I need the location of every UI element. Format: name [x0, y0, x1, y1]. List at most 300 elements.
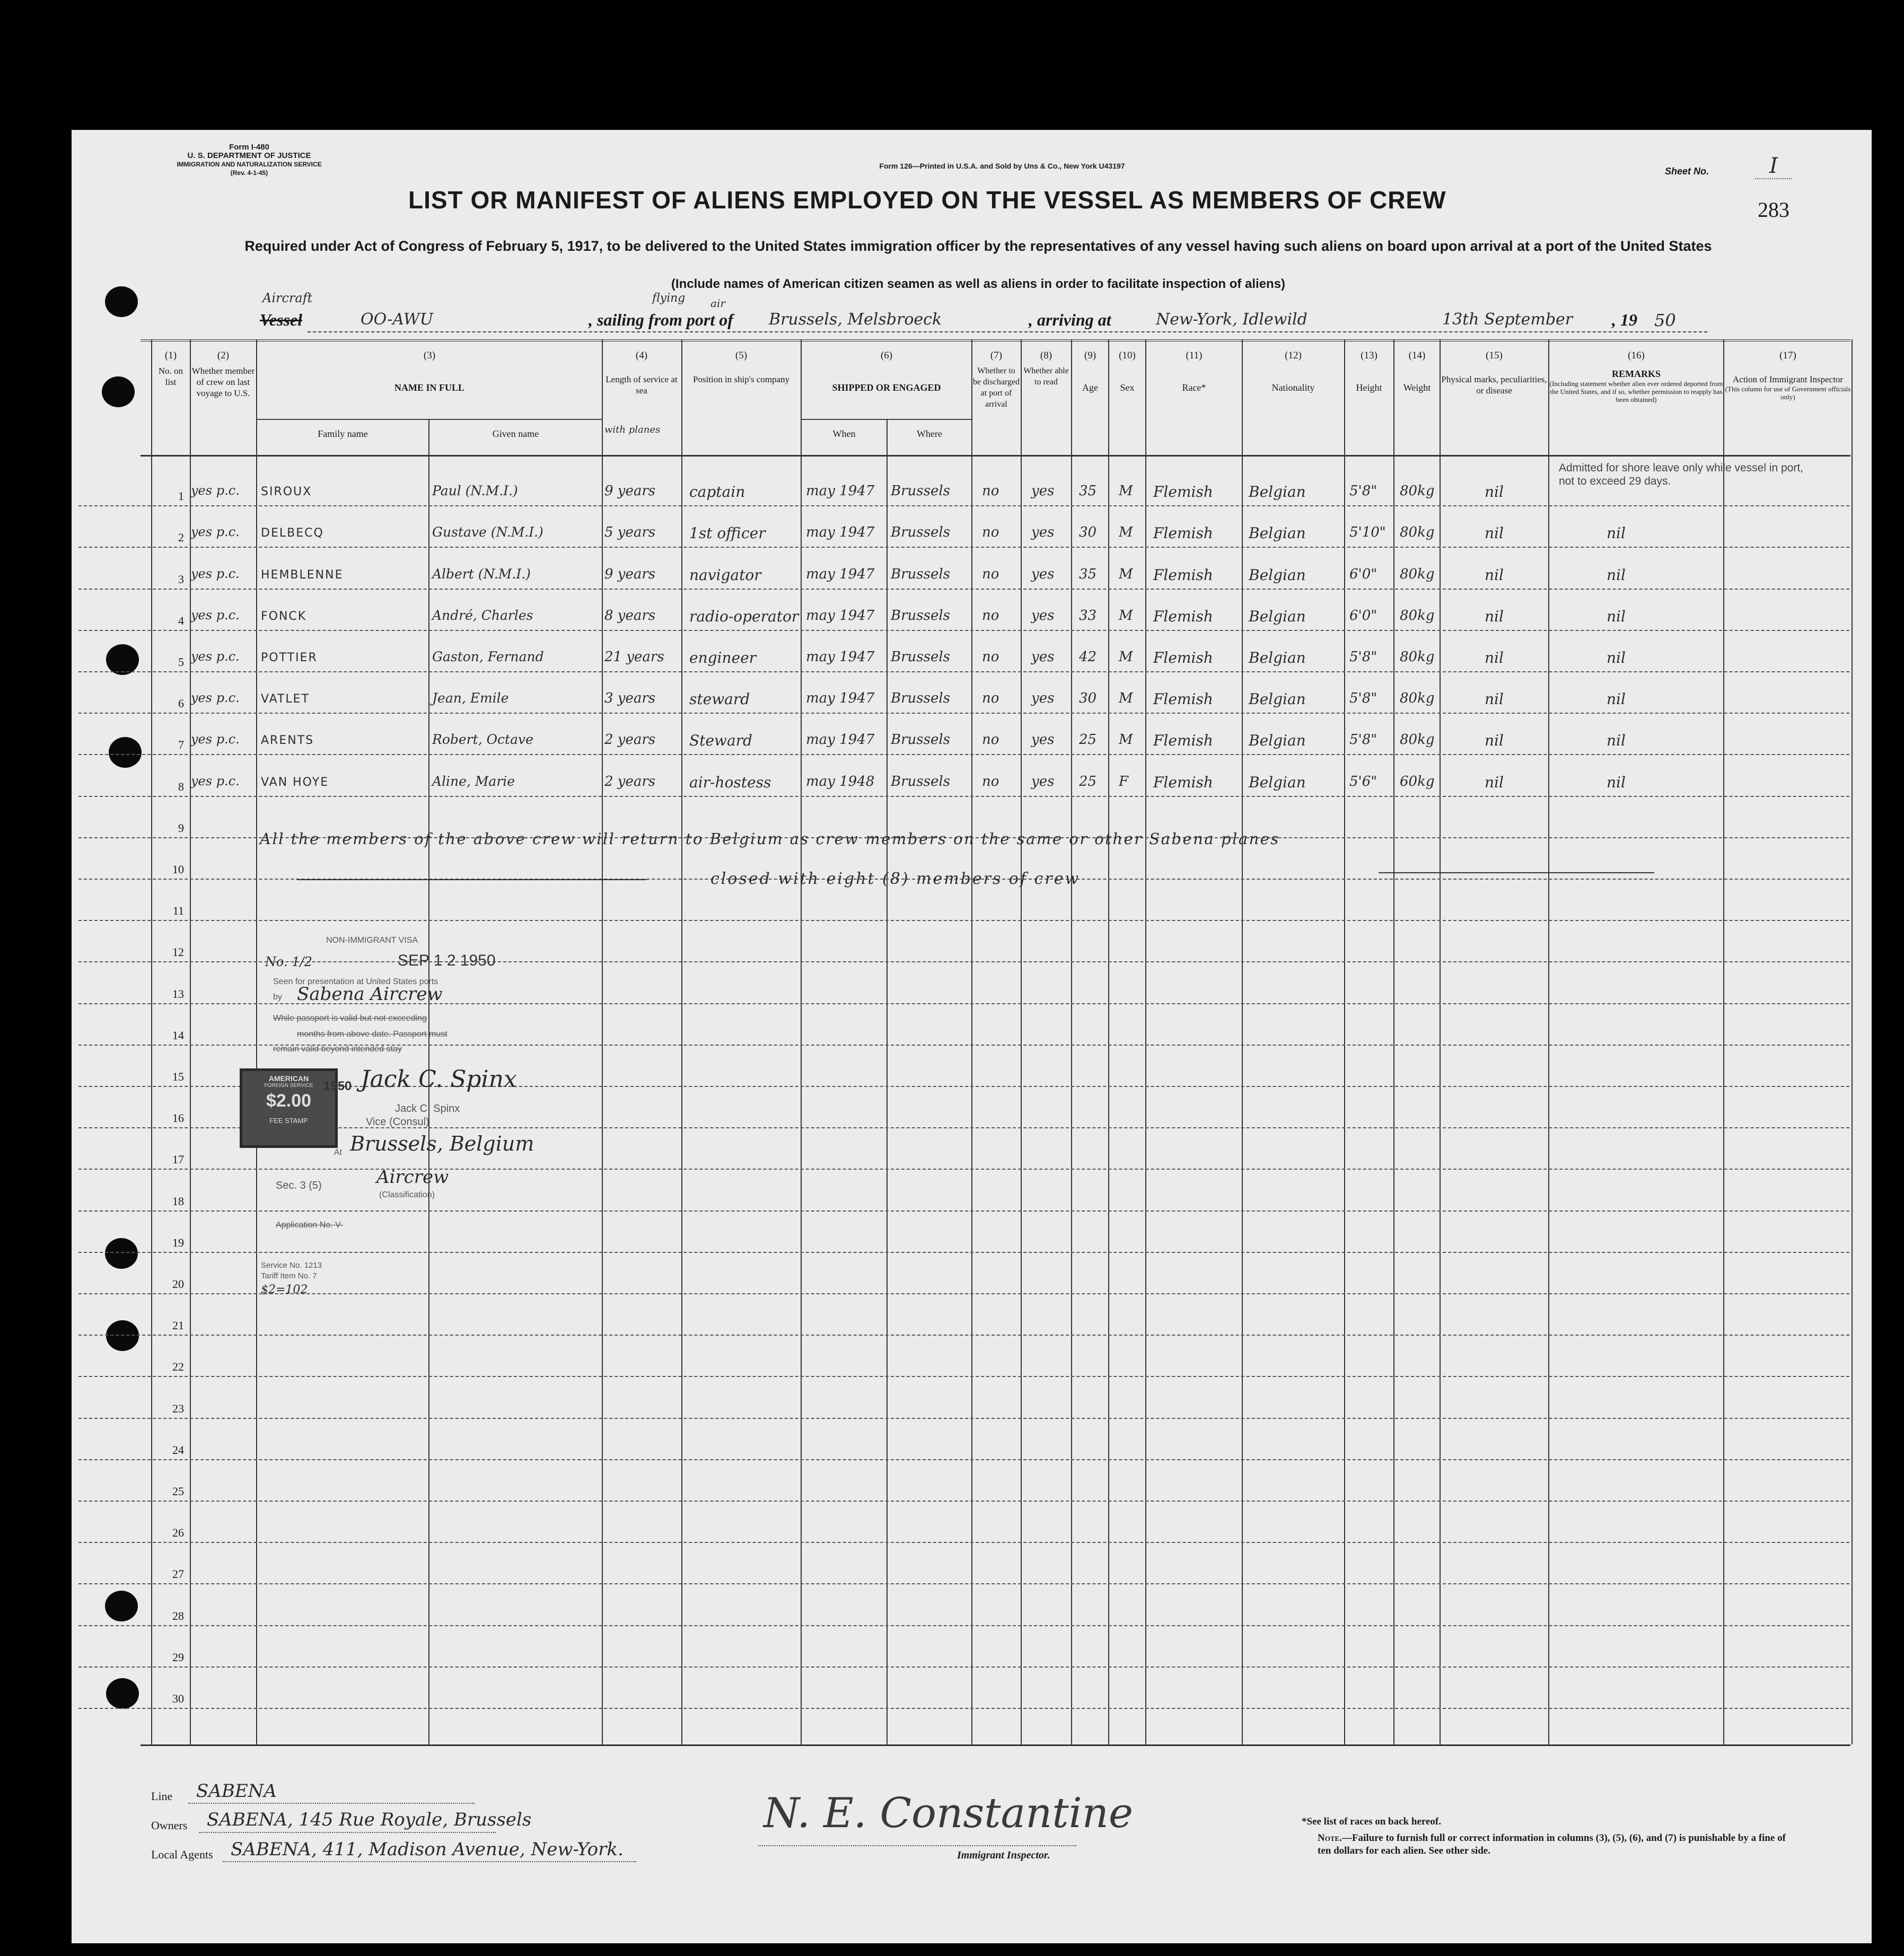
row-rule: [78, 505, 1849, 506]
air-word: air: [710, 297, 725, 310]
row-number: 6: [178, 697, 184, 710]
page-note: (Include names of American citizen seamen as well as aliens in order to facilitate inspection of aliens): [671, 277, 1286, 291]
row-number: 26: [172, 1526, 184, 1539]
column-rule: [1108, 339, 1109, 1744]
crew-remarks: nil: [1607, 774, 1626, 791]
column-rule: [1071, 339, 1072, 1744]
row-rule: [78, 1418, 1849, 1419]
crew-length-of-service: 8 years: [604, 608, 656, 624]
crew-position: Steward: [689, 732, 752, 749]
crew-nationality: Belgian: [1249, 524, 1306, 542]
crew-given-name: Gaston, Fernand: [432, 649, 544, 664]
visa-date: SEP 1 2 1950: [398, 952, 496, 969]
crew-prev-voyage: yes p.c.: [191, 608, 240, 622]
column-rule: [602, 339, 603, 1744]
arrival-date: 13th September: [1442, 310, 1573, 329]
col-header-4: (4) Length of service at sea: [606, 350, 678, 396]
row-number: 2: [178, 531, 184, 544]
crew-shipped-where: Brussels: [891, 524, 951, 540]
binder-hole: [105, 1591, 138, 1621]
row-number: 15: [172, 1070, 184, 1083]
crew-discharged: no: [982, 690, 999, 706]
crew-given-name: Albert (N.M.I.): [432, 566, 531, 582]
crew-race: Flemish: [1153, 524, 1213, 542]
crew-prev-voyage: yes p.c.: [191, 566, 240, 581]
year-prefix: , 19: [1612, 310, 1637, 329]
column-rule: [1021, 339, 1022, 1744]
crew-shipped-when: may 1947: [806, 566, 875, 582]
crew-prev-voyage: yes p.c.: [191, 483, 240, 498]
crew-age: 35: [1079, 483, 1097, 499]
visa-fee: $2=102: [261, 1283, 308, 1296]
col-header-9: (9) Age: [1082, 350, 1098, 393]
crew-sex: M: [1119, 608, 1133, 624]
crew-shipped-where: Brussels: [891, 649, 951, 665]
col-header-5: (5) Position in ship's company: [692, 350, 790, 384]
crew-position: captain: [689, 483, 745, 501]
name-subheader-rule: [257, 419, 602, 420]
crew-family-name: DELBECQ: [261, 527, 324, 540]
crew-discharged: no: [982, 608, 999, 624]
crew-discharged: no: [982, 732, 999, 748]
column-rule: [1393, 339, 1394, 1744]
fee-stamp-line2: FOREIGN SERVICE: [264, 1083, 313, 1089]
row-number: 30: [172, 1692, 184, 1705]
row-number: 29: [172, 1651, 184, 1664]
crew-race: Flemish: [1153, 732, 1213, 749]
visa-number: No. 1/2: [265, 954, 312, 969]
crew-length-of-service: 2 years: [604, 732, 656, 748]
crew-given-name: Paul (N.M.I.): [432, 483, 518, 498]
consul-signature: Jack C. Spinx: [361, 1066, 517, 1093]
row-rule: [78, 1501, 1849, 1502]
row-number: 8: [178, 780, 184, 793]
crew-discharged: no: [982, 483, 999, 499]
crew-physical-marks: nil: [1485, 690, 1504, 708]
sailing-label: , sailing from port of: [589, 310, 733, 329]
crew-sex: F: [1119, 774, 1129, 790]
page-title: LIST OR MANIFEST OF ALIENS EMPLOYED ON THE VESSEL AS MEMBERS OF CREW: [408, 186, 1446, 214]
page-number: 283: [1758, 198, 1789, 222]
page-subtitle: Required under Act of Congress of February 5, 1917, to be delivered to the United States immigration officer by the representatives of any vessel having such aliens on board upon arrival at a port of the United States: [244, 238, 1712, 254]
crew-weight: 80kg: [1400, 690, 1435, 706]
crew-remarks: nil: [1607, 608, 1626, 625]
visa-section: Sec. 3 (5): [276, 1180, 322, 1191]
crew-discharged: no: [982, 649, 999, 665]
column-rule: [887, 419, 888, 1744]
visa-classification-label: (Classification): [379, 1190, 435, 1199]
row-number: 11: [172, 904, 184, 917]
crew-position: engineer: [689, 649, 757, 666]
crew-given-name: Jean, Emile: [432, 690, 509, 706]
crew-given-name: Aline, Marie: [432, 774, 515, 789]
crew-physical-marks: nil: [1485, 608, 1504, 625]
crew-position: air-hostess: [689, 774, 771, 791]
row-number: 14: [172, 1029, 184, 1042]
subheader-when: When: [832, 428, 856, 439]
visa-months-line: months from above date. Passport must: [297, 1030, 448, 1039]
visa-by-value: Sabena Aircrew: [297, 984, 443, 1005]
crew-race: Flemish: [1153, 774, 1213, 791]
crew-family-name: FONCK: [261, 610, 307, 623]
crew-weight: 60kg: [1400, 774, 1435, 790]
crew-age: 42: [1079, 649, 1097, 665]
footer-owners-value: SABENA, 145 Rue Royale, Brussels: [207, 1809, 532, 1830]
row-rule: [78, 713, 1849, 714]
crew-position: 1st officer: [689, 524, 766, 542]
crew-shipped-where: Brussels: [891, 608, 951, 624]
crew-shipped-where: Brussels: [891, 483, 951, 499]
crew-sex: M: [1119, 732, 1133, 748]
crew-race: Flemish: [1153, 608, 1213, 625]
crew-race: Flemish: [1153, 566, 1213, 584]
column-rule: [190, 339, 191, 1744]
crew-family-name: VATLET: [261, 692, 310, 706]
visa-valid-line2: remain valid beyond intended stay: [273, 1045, 402, 1054]
crew-position: navigator: [689, 566, 761, 584]
col-header-13: (13) Height: [1356, 350, 1382, 393]
column-rule: [1440, 339, 1441, 1744]
crew-physical-marks: nil: [1485, 732, 1504, 749]
crew-race: Flemish: [1153, 690, 1213, 708]
closing-note: closed with eight (8) members of crew: [710, 870, 1081, 888]
row-rule: [78, 1542, 1849, 1543]
crew-physical-marks: nil: [1485, 649, 1504, 666]
crew-shipped-when: may 1947: [806, 732, 875, 748]
binder-hole: [105, 286, 138, 317]
crew-weight: 80kg: [1400, 483, 1435, 499]
sheet-no-value: I: [1755, 154, 1792, 179]
binder-hole: [106, 1320, 139, 1351]
footer-agents-value: SABENA, 411, Madison Avenue, New-York.: [231, 1839, 624, 1860]
crew-shipped-when: may 1947: [806, 690, 875, 706]
inspector-signature: N. E. Constantine: [764, 1790, 1134, 1837]
col-header-2: (2) Whether member of crew on last voyage to U.S.: [191, 350, 255, 398]
column-rule: [801, 339, 802, 1744]
crew-able-to-read: yes: [1031, 483, 1055, 499]
crew-height: 5'8": [1349, 649, 1377, 665]
visa-seen-for: Seen for presentation at United States ports: [273, 977, 438, 986]
row-rule: [78, 1293, 1849, 1294]
column-rule: [1145, 339, 1146, 1744]
row-rule: [78, 1335, 1849, 1336]
crew-able-to-read: yes: [1031, 524, 1055, 540]
inspector-label: Immigrant Inspector.: [957, 1849, 1050, 1861]
column-rule: [256, 339, 257, 1744]
row-rule: [78, 1127, 1849, 1128]
row-rule: [78, 754, 1849, 755]
crew-remarks: nil: [1607, 649, 1626, 666]
row-number: 5: [178, 655, 184, 669]
crew-able-to-read: yes: [1031, 608, 1055, 624]
row-rule: [78, 1211, 1849, 1212]
crew-able-to-read: yes: [1031, 774, 1055, 790]
consul-title: Vice (Consul): [366, 1116, 429, 1128]
row-rule: [78, 547, 1849, 548]
crew-family-name: POTTIER: [261, 651, 318, 664]
visa-tariff: Tariff Item No. 7: [261, 1271, 317, 1280]
crew-shipped-where: Brussels: [891, 690, 951, 706]
footer-agents-label: Local Agents: [151, 1848, 213, 1861]
row-number: 24: [172, 1443, 184, 1457]
row-rule: [78, 1666, 1849, 1668]
crew-weight: 80kg: [1400, 608, 1435, 624]
row-number: 9: [178, 821, 184, 835]
crew-length-of-service: 3 years: [604, 690, 656, 706]
binder-hole: [105, 1238, 138, 1269]
crew-height: 5'6": [1349, 774, 1377, 790]
row-rule: [78, 1583, 1849, 1584]
crew-discharged: no: [982, 524, 999, 540]
crew-family-name: HEMBLENNE: [261, 568, 344, 582]
footer-line-value: SABENA: [196, 1780, 277, 1802]
aircraft-word: Aircraft: [262, 291, 313, 305]
crew-weight: 80kg: [1400, 566, 1435, 582]
row-number: 19: [172, 1236, 184, 1249]
visa-application: Application No. V-: [276, 1221, 344, 1230]
row-number: 13: [172, 987, 184, 1001]
crew-age: 25: [1079, 732, 1097, 748]
crew-sex: M: [1119, 483, 1133, 499]
row-number: 10: [172, 863, 184, 876]
row-rule: [78, 589, 1849, 590]
crew-remarks: nil: [1607, 566, 1626, 584]
footer-line-rule: [188, 1803, 475, 1804]
crew-sex: M: [1119, 690, 1133, 706]
column-rule: [1344, 339, 1345, 1744]
crew-length-of-service: 9 years: [604, 566, 656, 582]
visa-heading: NON-IMMIGRANT VISA: [326, 936, 418, 945]
row-rule: [78, 1625, 1849, 1626]
crew-remarks: nil: [1607, 690, 1626, 708]
crew-height: 6'0": [1349, 566, 1377, 582]
col-header-8: (8) Whether able to read: [1023, 350, 1069, 387]
subheader-given-name: Given name: [492, 428, 539, 439]
consul-name: Jack C. Spinx: [395, 1103, 460, 1115]
column-rule: [151, 339, 152, 1744]
row-number: 1: [178, 489, 184, 503]
fee-stamp-line1: AMERICAN: [268, 1074, 309, 1083]
col-header-7: (7) Whether to be discharged at port of arrival: [972, 350, 1020, 409]
crew-nationality: Belgian: [1249, 649, 1306, 666]
visa-valid-line: While passport is valid but not exceeding: [273, 1014, 427, 1023]
crew-prev-voyage: yes p.c.: [191, 690, 240, 705]
visa-by-label: by: [273, 993, 282, 1002]
crew-able-to-read: yes: [1031, 649, 1055, 665]
shore-leave-stamp: Admitted for shore leave only while vessel in port, not to exceed 29 days.: [1559, 462, 1804, 487]
crew-length-of-service: 21 years: [604, 649, 664, 665]
crew-weight: 80kg: [1400, 524, 1435, 540]
col-header-3: (3) NAME IN FULL: [394, 350, 464, 393]
crew-shipped-when: may 1947: [806, 524, 875, 540]
crew-shipped-when: may 1947: [806, 608, 875, 624]
crew-discharged: no: [982, 774, 999, 790]
row-rule: [78, 796, 1849, 797]
closing-line-left: [297, 879, 647, 880]
row-rule: [78, 671, 1849, 672]
col-header-15: (15) Physical marks, peculiarities, or disease: [1441, 350, 1547, 396]
arrival-port: New-York, Idlewild: [1156, 310, 1308, 329]
return-note: All the members of the above crew will return to Belgium as crew members on the same or other Sabena planes: [260, 830, 1280, 848]
crew-length-of-service: 9 years: [604, 483, 656, 499]
row-number: 7: [178, 738, 184, 751]
row-number: 27: [172, 1567, 184, 1581]
crew-height: 5'8": [1349, 690, 1377, 706]
row-number: 28: [172, 1609, 184, 1622]
row-number: 21: [172, 1319, 184, 1332]
form-block: [148, 143, 350, 177]
vessel-value: OO-AWU: [361, 310, 433, 329]
visa-at-value: Brussels, Belgium: [350, 1132, 534, 1155]
row-rule: [78, 630, 1849, 631]
row-number: 3: [178, 573, 184, 586]
binder-hole: [106, 1678, 139, 1709]
department: U. S. DEPARTMENT OF JUSTICE: [187, 151, 311, 160]
crew-family-name: VAN HOYE: [261, 776, 329, 789]
table-bottom-rule: [141, 1744, 1850, 1746]
crew-prev-voyage: yes p.c.: [191, 649, 240, 664]
crew-shipped-where: Brussels: [891, 774, 951, 790]
visa-service-no: Service No. 1213: [261, 1261, 322, 1270]
column-rule: [681, 339, 682, 1744]
row-number: 16: [172, 1111, 184, 1125]
table-header-rule: [141, 455, 1850, 457]
col-header-10: (10) Sex: [1119, 350, 1136, 393]
crew-given-name: Robert, Octave: [432, 732, 533, 747]
row-rule: [78, 920, 1849, 921]
crew-nationality: Belgian: [1249, 608, 1306, 625]
col-header-6: (6) SHIPPED OR ENGAGED: [832, 350, 941, 393]
note-text: —Failure to furnish full or correct information in columns (3), (5), (6), and (7) is punishable by a fine of ten dollars for each alien. See other side.: [1318, 1832, 1786, 1856]
column-rule: [1242, 339, 1243, 1744]
row-number: 17: [172, 1153, 184, 1166]
col-header-1: (1) No. on list: [158, 350, 183, 387]
crew-height: 6'0": [1349, 608, 1377, 624]
crew-age: 35: [1079, 566, 1097, 582]
crew-remarks: nil: [1607, 732, 1626, 749]
crew-position: steward: [689, 690, 750, 708]
footer-agents-rule: [223, 1861, 636, 1862]
crew-weight: 80kg: [1400, 732, 1435, 748]
closing-line-right: [1379, 872, 1654, 873]
crew-able-to-read: yes: [1031, 566, 1055, 582]
visa-at-label: At: [334, 1148, 343, 1157]
crew-age: 30: [1079, 690, 1097, 706]
row-number: 4: [178, 614, 184, 627]
fee-stamp-amount: $2.00: [266, 1091, 312, 1111]
footer-line-label: Line: [151, 1790, 173, 1803]
column-rule: [1548, 339, 1549, 1744]
row-number: 23: [172, 1402, 184, 1415]
crew-shipped-when: may 1947: [806, 483, 875, 499]
penalty-note: [1318, 1832, 1789, 1857]
departure-port: Brussels, Melsbroeck: [769, 310, 942, 329]
year-value: 50: [1654, 310, 1676, 330]
col-header-12: (12) Nationality: [1271, 350, 1315, 393]
crew-nationality: Belgian: [1249, 732, 1306, 749]
visa-classification: Aircrew: [376, 1166, 449, 1188]
row-number: 22: [172, 1360, 184, 1373]
row-rule: [78, 1708, 1849, 1709]
service-name: IMMIGRATION AND NATURALIZATION SERVICE: [177, 161, 322, 168]
col-header-17: (17) Action of Immigrant Inspector (This column for use of Government officials only): [1725, 350, 1851, 401]
crew-family-name: SIROUX: [261, 485, 312, 498]
column-rule: [1852, 339, 1853, 1744]
flying-word: flying: [652, 292, 686, 305]
crew-shipped-when: may 1947: [806, 649, 875, 665]
crew-able-to-read: yes: [1031, 732, 1055, 748]
crew-race: Flemish: [1153, 649, 1213, 666]
crew-shipped-when: may 1948: [806, 774, 875, 790]
sheet-no-label: Sheet No.: [1665, 166, 1709, 177]
row-rule: [78, 1376, 1849, 1377]
vessel-line-rule: [308, 331, 1707, 332]
column-rule: [971, 339, 972, 1744]
crew-nationality: Belgian: [1249, 774, 1306, 791]
binder-hole: [106, 644, 139, 675]
column-rule: [1723, 339, 1724, 1744]
crew-nationality: Belgian: [1249, 566, 1306, 584]
row-number: 18: [172, 1195, 184, 1208]
crew-race: Flemish: [1153, 483, 1213, 501]
footer-owners-rule: [199, 1832, 496, 1833]
binder-hole: [102, 376, 135, 407]
crew-position: radio-operator: [689, 608, 799, 625]
arriving-label: , arriving at: [1029, 310, 1111, 329]
crew-family-name: ARENTS: [261, 734, 314, 747]
row-number: 20: [172, 1277, 184, 1291]
crew-physical-marks: nil: [1485, 483, 1504, 501]
binder-hole: [109, 737, 142, 768]
crew-given-name: André, Charles: [432, 608, 533, 623]
vessel-label: Vessel: [260, 310, 302, 329]
crew-remarks: nil: [1607, 524, 1626, 542]
crew-sex: M: [1119, 566, 1133, 582]
crew-age: 33: [1079, 608, 1097, 624]
crew-length-of-service: 2 years: [604, 774, 656, 790]
crew-weight: 80kg: [1400, 649, 1435, 665]
row-rule: [78, 1169, 1849, 1170]
crew-length-of-service: 5 years: [604, 524, 656, 540]
crew-given-name: Gustave (N.M.I.): [432, 524, 543, 540]
crew-nationality: Belgian: [1249, 690, 1306, 708]
col-header-16: (16) REMARKS (Including statement whether alien ever ordered deported from the United States, and if so, whether permission to reapply has been obtained): [1549, 350, 1723, 404]
revision: (Rev. 4-1-45): [230, 169, 268, 177]
crew-prev-voyage: yes p.c.: [191, 774, 240, 788]
crew-able-to-read: yes: [1031, 690, 1055, 706]
col-header-11: (11) Race*: [1182, 350, 1206, 393]
row-rule: [78, 961, 1849, 962]
crew-shipped-where: Brussels: [891, 566, 951, 582]
row-number: 25: [172, 1485, 184, 1498]
fee-stamp-bottom: FEE STAMP: [269, 1117, 308, 1125]
crew-nationality: Belgian: [1249, 483, 1306, 501]
printer-line: Form 126—Printed in U.S.A. and Sold by Uns & Co., New York U43197: [879, 162, 1125, 170]
crew-physical-marks: nil: [1485, 774, 1504, 791]
crew-height: 5'8": [1349, 483, 1377, 499]
row-rule: [78, 1459, 1849, 1460]
crew-physical-marks: nil: [1485, 566, 1504, 584]
crew-physical-marks: nil: [1485, 524, 1504, 542]
inspector-rule: [758, 1845, 1076, 1846]
col-header-14: (14) Weight: [1403, 350, 1431, 393]
form-id: Form I-480: [229, 143, 269, 152]
crew-height: 5'10": [1349, 524, 1386, 540]
crew-sex: M: [1119, 649, 1133, 665]
crew-shipped-where: Brussels: [891, 732, 951, 748]
subheader-where: Where: [917, 428, 942, 439]
subheader-family-name: Family name: [318, 428, 368, 439]
